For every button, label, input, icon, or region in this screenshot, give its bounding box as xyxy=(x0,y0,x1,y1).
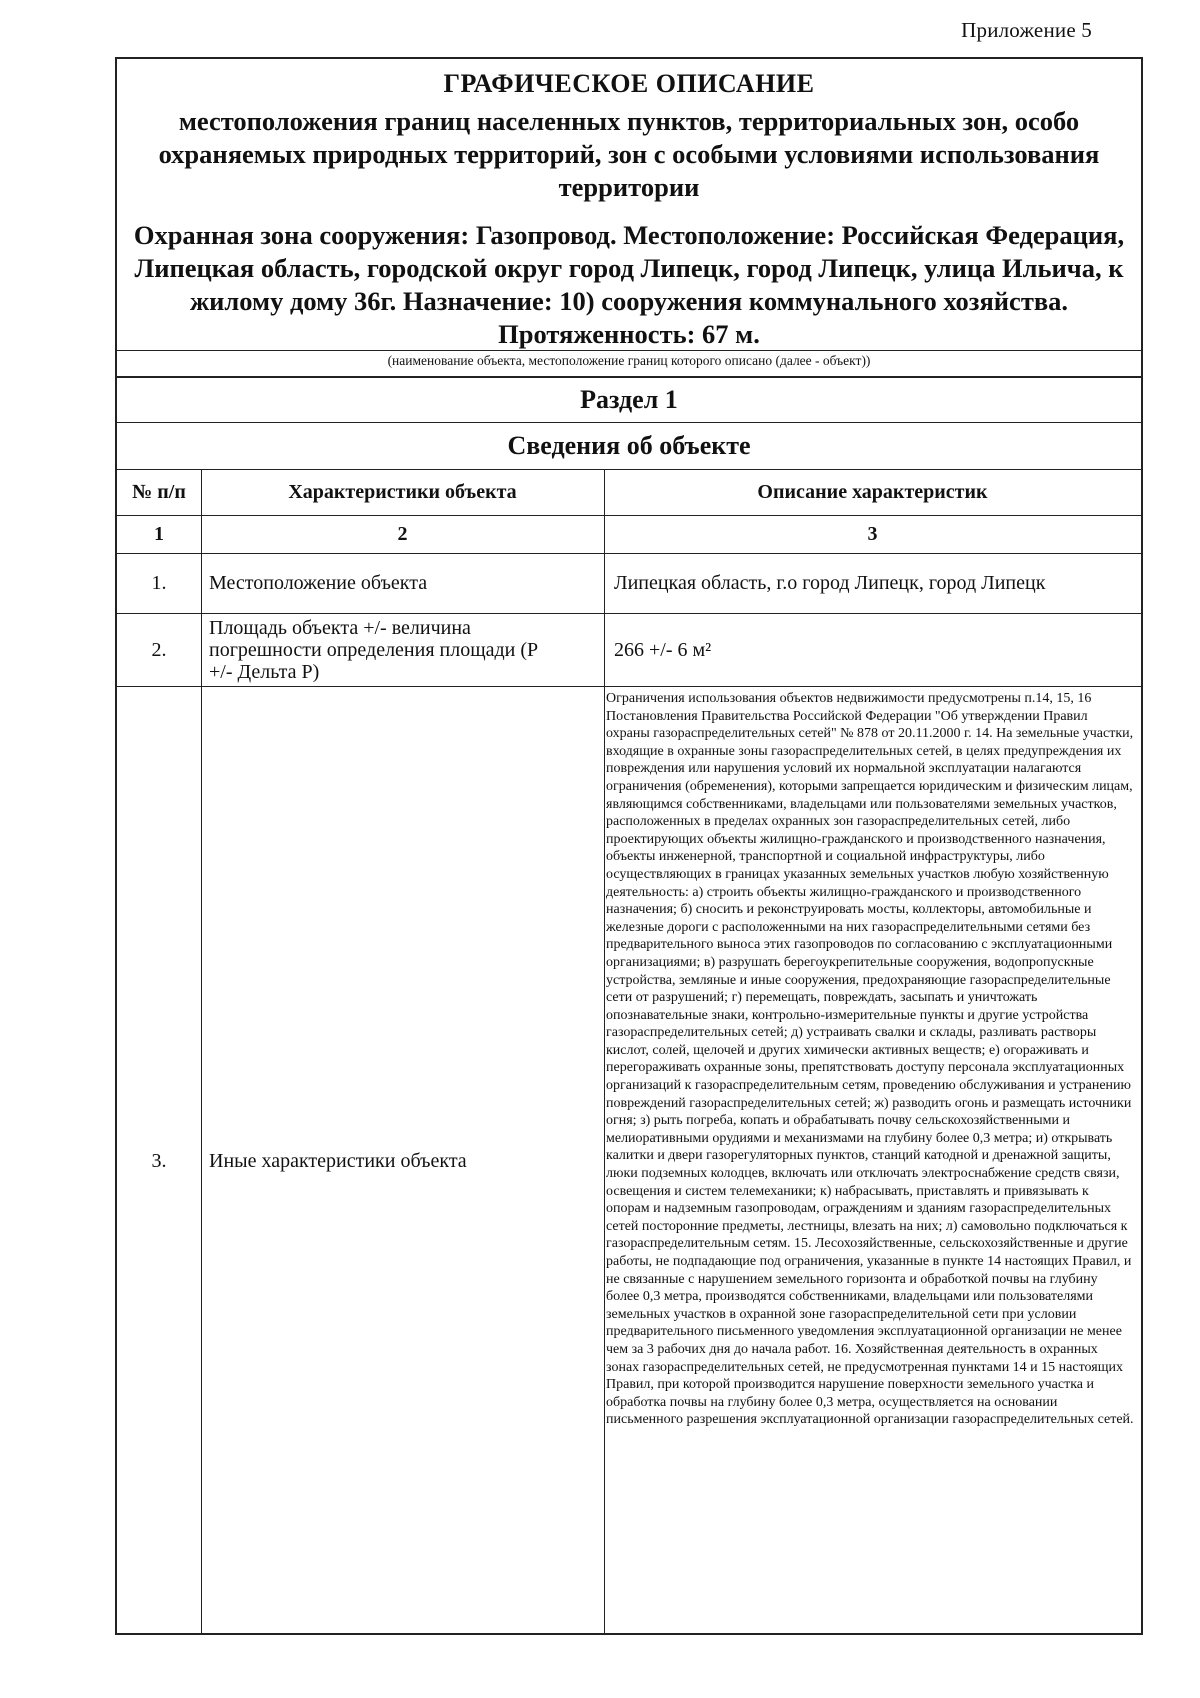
characteristic-area: Площадь объекта +/- величина погрешности определения площади (Р +/- Дельта Р) xyxy=(209,616,539,683)
column-number: 2 xyxy=(397,522,408,545)
document-subtitle: местоположения границ населенных пунктов, территориальных зон, особо охраняемых природных территорий, зон с особыми условиями использования территории xyxy=(158,106,1100,202)
document-sheet xyxy=(115,57,1143,1635)
column-number: 1 xyxy=(154,522,164,545)
appendix-label: Приложение 5 xyxy=(961,18,1092,42)
section-title: Раздел 1 xyxy=(580,385,678,414)
description-area: 266 +/- 6 м² xyxy=(614,638,712,661)
characteristic-location: Местоположение объекта xyxy=(209,572,428,594)
row-number: 2. xyxy=(151,638,167,661)
document-title: ГРАФИЧЕСКОЕ ОПИСАНИЕ xyxy=(443,69,815,98)
object-name: Охранная зона сооружения: Газопровод. Местоположение: Российская Федерация, Липецкая область, городской округ город Липецк, город Липецк, улица Ильича, к жилому дому 36г. Назначение: 10) сооружения коммунального хозяйства. Протяженность: 67 м. xyxy=(133,220,1125,349)
description-restrictions: Ограничения использования объектов недвижимости предусмотрены п.14, 15, 16 Постановления Правительства Российской Федерации "Об утверждении Правил охраны газораспределительных сетей" № 878 от 20.11.2000 г. 14. На земельные участки, входящие в охранные зоны газораспределительных сетей, в целях предупреждения их повреждения или нарушения условий их нормальной эксплуатации налагаются ограничения (обременения), которыми запрещается юридическим и физическим лицам, являющимся собственниками, владельцами или пользователями земельных участков, расположенных в пределах охранных зон газораспределительных сетей, либо проектирующих объекты жилищно-гражданского и производственного назначения, объекты инженерной, транспортной и социальной инфраструктуры, либо осуществляющих в границах указанных земельных участков любую хозяйственную деятельность: а) строить объекты жилищно-гражданского и производственного назначения; б) сносить и реконструировать мосты, коллекторы, автомобильные и железные дороги с расположенными на них газораспределительными сетями без предварительного выноса этих газопроводов по согласованию с эксплуатационными организациями; в) разрушать берегоукрепительные сооружения, водопропускные устройства, земляные и иные сооружения, предохраняющие газораспределительные сети от разрушений; г) перемещать, повреждать, засыпать и уничтожать опознавательные знаки, контрольно-измерительные пункты и другие устройства газораспределительных сетей; д) устраивать свалки и склады, разливать растворы кислот, солей, щелочей и других химически активных веществ; е) огораживать и перегораживать охранные зоны, препятствовать доступу персонала эксплуатационных организаций к газораспределительным сетям, проведению обслуживания и устранению повреждений газораспределительных сетей; ж) разводить огонь и размещать источники огня; з) рыть погреба, копать и обрабатывать почву сельскохозяйственными и мелиоративными орудиями и механизмами на глубину более 0,3 метра; и) открывать калитки и двери газорегуляторных пунктов, станций катодной и дренажной защиты, люки подземных колодцев, включать или отключать электроснабжение средств связи, освещения и систем телемеханики; к) набрасывать, приставлять и привязывать к опорам и надземным газопроводам, ограждениям и зданиям газораспределительных сетей посторонние предметы, лестницы, влезать на них; л) самовольно подключаться к газораспределительным сетям. 15. Лесохозяйственные, сельскохозяйственные и другие работы, не подпадающие под ограничения, указанные в пункте 14 настоящих Правил, и не связанные с нарушением земельного горизонта и обработкой почвы на глубину более 0,3 метра, производятся собственниками, владельцами или пользователями земельных участков в охранной зоне газораспределительной сети при условии предварительного письменного уведомления эксплуатационной организации не менее чем за 3 рабочих дня до начала работ. 16. Хозяйственная деятельность в охранных зонах газораспределительных сетей, не предусмотренная пунктами 14 и 15 настоящих Правил, при которой производится нарушение поверхности земельного участка и обработка почвы на глубину более 0,3 метра, осуществляется на основании письменного разрешения эксплуатационной организации газораспределительных сетей. xyxy=(606,691,1134,1428)
table-header-num: № п/п xyxy=(132,480,186,503)
table-column-border xyxy=(604,469,605,1635)
characteristic-other: Иные характеристики объекта xyxy=(209,1149,467,1172)
description-location: Липецкая область, г.о город Липецк, город Липецк xyxy=(614,572,1046,594)
column-number: 3 xyxy=(867,522,878,545)
object-name-note: (наименование объекта, местоположение границ которого описано (далее - объект)) xyxy=(387,353,871,368)
table-column-border xyxy=(201,469,202,1635)
table-header-description: Описание характеристик xyxy=(757,480,988,503)
row-number: 1. xyxy=(151,572,167,594)
table-header-characteristic: Характеристики объекта xyxy=(288,480,517,503)
divider xyxy=(117,350,1141,351)
info-title: Сведения об объекте xyxy=(507,431,751,460)
row-number: 3. xyxy=(151,1149,167,1172)
